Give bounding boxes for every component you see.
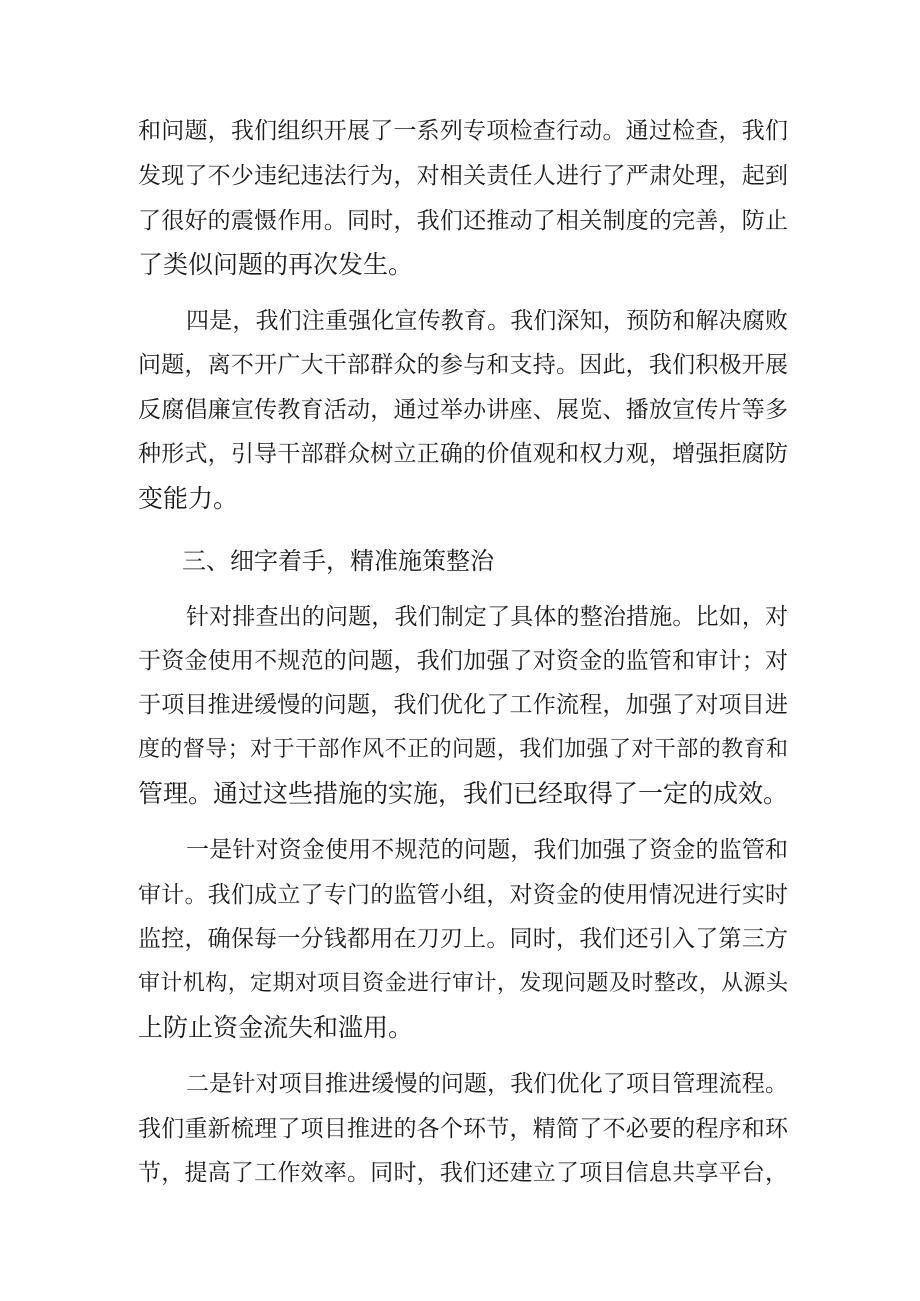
text-line: 种形式，引导干部群众树立正确的价值观和权力观，增强拒腐防 [138,441,788,467]
text-line: 于项目推进缓慢的问题，我们优化了工作流程，加强了对项目进 [138,692,788,718]
text-line: 和问题，我们组织开展了一系列专项检查行动。通过检查，我们 [138,118,788,144]
text-line: 针对排查出的问题，我们制定了具体的整治措施。比如，对 [186,604,788,630]
text-line: 四是，我们注重强化宣传教育。我们深知，预防和解决腐败 [186,308,788,334]
text-line: 问题，离不开广大干部群众的参与和支持。因此，我们积极开展 [138,352,788,378]
text-line: 反腐倡廉宣传教育活动，通过举办讲座、展览、播放宣传片等多 [138,397,788,423]
text-line: 管理。通过这些措施的实施，我们已经取得了一定的成效。 [138,779,789,808]
section-heading: 三、细字着手，精准施策整治 [182,547,494,575]
text-line: 于资金使用不规范的问题，我们加强了对资金的监管和审计；对 [138,648,788,674]
text-line: 审计机构，定期对项目资金进行审计，发现问题及时整改，从源头 [138,971,788,996]
text-line: 发现了不少违纪违法行为，对相关责任人进行了严肃处理，起到 [138,163,788,189]
text-line: 一是针对资金使用不规范的问题，我们加强了资金的监管和 [186,837,788,863]
text-line: 监控，确保每一分钱都用在刀刃上。同时，我们还引入了第三方 [138,926,788,952]
text-line: 了很好的震慑作用。同时，我们还推动了相关制度的完善，防止 [138,208,788,234]
text-line: 节，提高了工作效率。同时，我们还建立了项目信息共享平台， [138,1160,788,1186]
text-line: 上防止资金流失和滥用。 [138,1013,414,1042]
text-line: 变能力。 [138,484,239,513]
text-line: 我们重新梳理了项目推进的各个环节，精简了不必要的程序和环 [138,1116,788,1142]
text-line: 度的督导；对于干部作风不正的问题，我们加强了对干部的教育和 [138,737,788,762]
text-line: 二是针对项目推进缓慢的问题，我们优化了项目管理流程。 [186,1071,788,1097]
text-line: 了类似问题的再次发生。 [138,250,414,279]
text-line: 审计。我们成立了专门的监管小组，对资金的使用情况进行实时 [138,882,788,908]
